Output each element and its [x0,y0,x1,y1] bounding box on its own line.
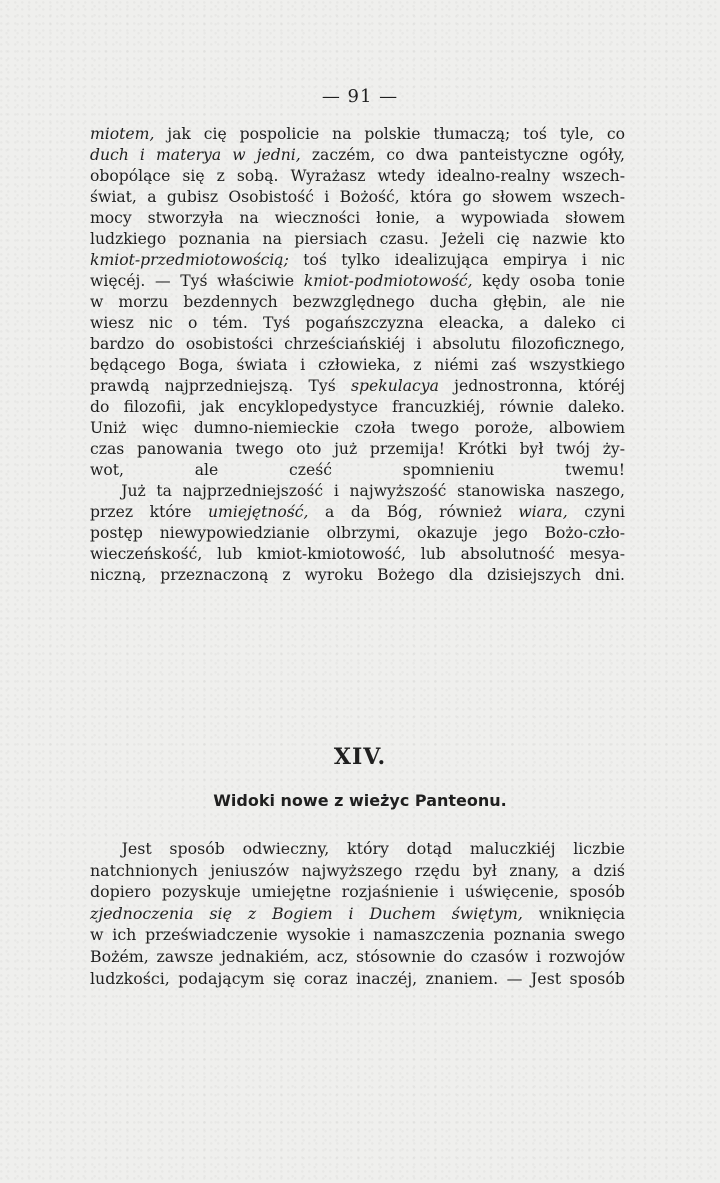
chapter-title: Widoki nowe z wieżyc Panteonu. [213,791,507,810]
text-line: ludzkiego poznania na piersiach czasu. Jeżeli cię nazwie kto [90,230,625,248]
text-line: w morzu bezdennych bezwzględnego ducha głębin, ale nie [90,293,625,311]
text-line: bardzo do osobistości chrześciańskiéj i absolutu filozoficznego, [90,335,625,353]
text-line: więcéj. — Tyś właściwie kmiot-podmiotowość, kędy osoba tonie [90,272,626,290]
paragraph-block-1 [90,124,625,586]
text-line: ludzkości, podającym się coraz inaczéj, znaniem. — Jest sposób [90,968,625,988]
text-line: świat, a gubisz Osobistość i Bożość, która go słowem wszech- [90,188,625,206]
text-line: miotem, jak cię pospolicie na polskie tłumaczą; toś tyle, co [90,125,625,143]
text-line: czas panowania twego oto już przemija! Krótki był twój ży- [90,440,625,458]
text-line: Już ta najprzedniejszość i najwyższość stanowiska naszego, [90,482,625,500]
paragraph-block-2 [90,838,625,989]
text-line: kmiot-przedmiotowością; toś tylko idealizująca empirya i nic [90,251,625,269]
text-line: mocy stworzyła na wieczności łonie, a wypowiada słowem [90,209,625,227]
text-line: duch i materya w jedni, zaczém, co dwa panteistyczne ogóły, [90,146,626,164]
text-line: dopiero pozyskuje umiejętne rozjaśnienie i uświęcenie, sposób [90,882,625,902]
text-line: Bożém, zawsze jednakiém, acz, stósownie do czasów i rozwojów [90,946,625,966]
text-line: zjednoczenia się z Bogiem i Duchem świętym, wniknięcia [90,903,625,923]
page-number: — 91 — [321,86,399,107]
text-line: prawdą najprzedniejszą. Tyś spekulacya jednostronna, któréj [90,377,625,395]
text-line: przez które umiejętność, a da Bóg, również wiara, czyni [90,503,626,521]
text-line: Jest sposób odwieczny, który dotąd maluczkiéj liczbie [90,839,625,858]
text-line: postęp niewypowiedzianie olbrzymi, okazuje jego Bożo-czło- [90,524,625,542]
text-line: do filozofii, jak encyklopedystyce francuzkiéj, równie daleko. [90,398,625,416]
chapter-number: XIV. [333,744,387,770]
text-line: Uniż więc dumno-niemieckie czoła twego poroże, albowiem [90,419,625,437]
text-line: będącego Boga, świata i człowieka, z niémi zaś wszystkiego [90,356,625,374]
text-line: wieczeńskość, lub kmiot-kmiotowość, lub absolutność mesya- [90,545,625,563]
text-line: wiesz nic o tém. Tyś pogańszczyzna eleacka, a daleko ci [90,314,625,332]
text-line: w ich przeświadczenie wysokie i namaszczenia poznania swego [90,925,625,945]
text-line: obopólące się z sobą. Wyrażasz wtedy idealno-realny wszech- [90,167,625,185]
text-line: wot, ale cześć spomnieniu twemu! [90,461,625,479]
text-line: niczną, przeznaczoną z wyroku Bożego dla dzisiejszych dni. [90,566,625,584]
text-line: natchnionych jeniuszów najwyższego rzędu był znany, a dziś [90,860,625,880]
